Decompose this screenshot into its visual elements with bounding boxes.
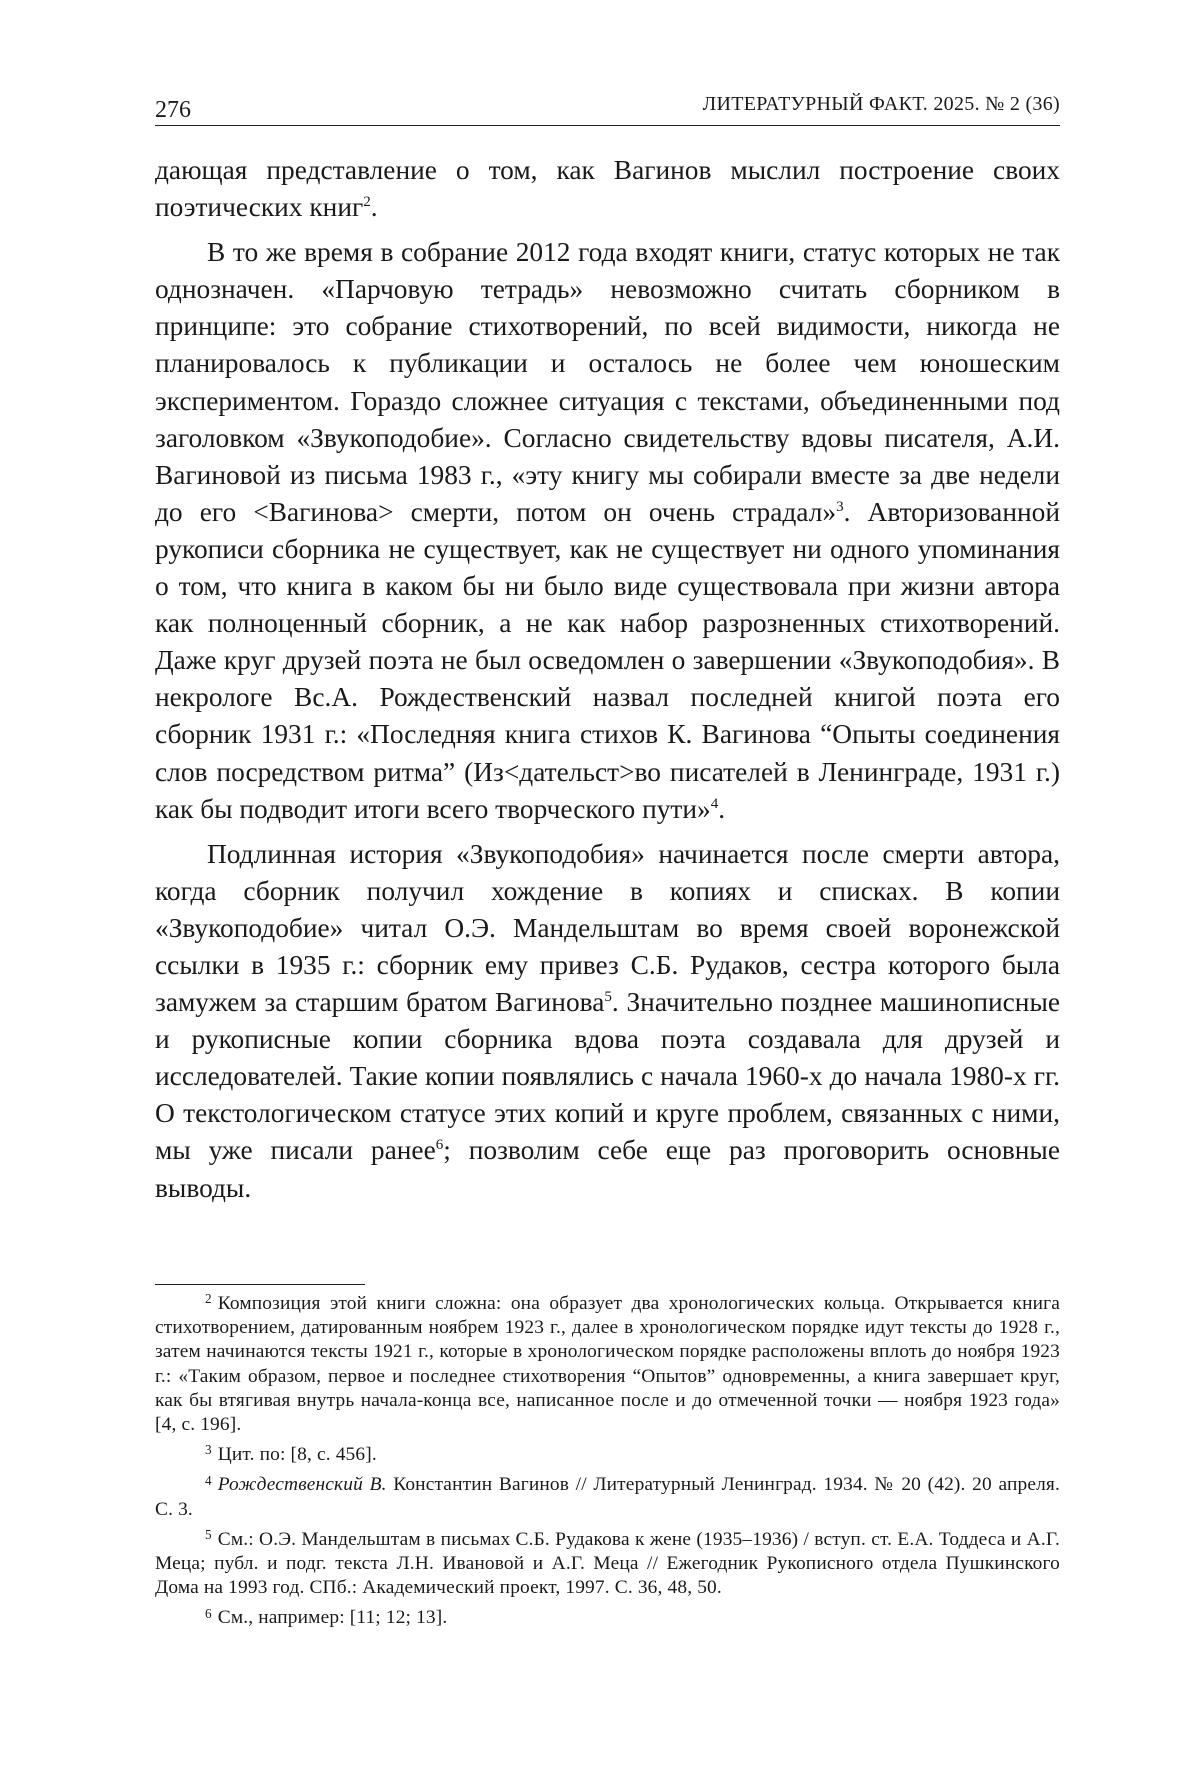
paragraph-3-part-c: ; позволим себе еще раз проговорить основные выводы. [155, 1135, 1060, 1203]
footnote-ref-4[interactable]: 4 [710, 795, 719, 812]
paragraph-2-part-c: . [718, 793, 726, 824]
footnote-number: 4 [205, 1472, 212, 1488]
journal-title: ЛИТЕРАТУРНЫЙ ФАКТ. 2025. № 2 (36) [702, 93, 1060, 115]
footnote-5 [155, 1528, 1060, 1601]
footnote-text: Цит. по: [8, с. 456]. [217, 1444, 377, 1466]
header-rule [155, 125, 1060, 126]
paragraph-1-tail: . [370, 192, 378, 223]
footnote-text: См.: О.Э. Мандельштам в письмах С.Б. Рудакова к жене (1935–1936) / вступ. ст. Е.А. Тоддеса и А.Г. Меца; публ. и подг. текста Л.Н. Ивановой и А.Г. Меца // Ежегодник Рукописного отдела Пушкинского Дома на 1993 год. СПб.: Академический проект, 1997. С. 36, 48, 50. [155, 1528, 1060, 1599]
footnote-text: См., например: [11; 12; 13]. [217, 1607, 448, 1629]
paragraph-1 [155, 152, 1060, 226]
main-text [155, 152, 1060, 1215]
footnote-6 [155, 1606, 1060, 1630]
footnote-number: 2 [205, 1291, 212, 1307]
footnote-ref-3[interactable]: 3 [836, 499, 844, 516]
footnote-ref-6[interactable]: 6 [435, 1137, 444, 1154]
footnote-4 [155, 1473, 1060, 1521]
paragraph-3-part-b: . Значительно позднее машинописные и рукописные копии сборника вдова поэта создавала для друзей и исследователей. Такие копии появлялись с начала 1960-х до начала 1980-х гг. О текстологическом статусе этих копий и круге проблем, связанных с ними, мы уже писали ранее [155, 987, 1061, 1166]
journal-page [155, 80, 1061, 1629]
footnote-author: Рождественский В. [217, 1474, 387, 1496]
paragraph-2 [155, 234, 1060, 828]
paragraph-1-text: дающая представление о том, как Вагинов мыслил построение своих поэтических книг [155, 155, 1060, 223]
footnote-ref-5[interactable]: 5 [604, 989, 612, 1006]
footnote-number: 6 [205, 1605, 212, 1621]
footnote-3 [155, 1443, 1060, 1467]
paragraph-3 [155, 836, 1060, 1207]
paragraph-2-part-a: В то же время в собрание 2012 года входят книги, статус которых не так однозначен. «Парчовую тетрадь» невозможно считать сборником в принципе: это собрание стихотворений, по всей видимости, никогда не планировалось к публикации и осталось не более чем юношеским экспериментом. Гораздо сложнее ситуация с текстами, объединенными под заголовком «Звукоподобие». Согласно свидетельству вдовы писателя, А.И. Вагиновой из письма 1983 г., «эту книгу мы собирали вместе за две недели до его <Вагинова> смерти, потом он очень страдал» [155, 237, 1060, 527]
footnotes [155, 1292, 1060, 1637]
footnote-number: 3 [205, 1442, 212, 1458]
footnote-2 [155, 1292, 1060, 1437]
footnote-number: 5 [205, 1526, 212, 1542]
paragraph-2-part-b: . Авторизованной рукописи сборника не существует, как не существует ни одного упоминания о том, что книга в каком бы ни было виде существовала при жизни автора как полноценный сборник, а не как набор разрозненных стихотворений. Даже круг друзей поэта не был осведомлен о завершении «Звукоподобия». В некрологе Вс.А. Рождественский назвал последней книгой поэта его сборник 1931 г.: «Последняя книга стихов К. Вагинова “Опыты соединения слов посредством ритма” (Из<дательст>во писателей в Ленинграде, 1931 г.) как бы подводит итоги всего творческого пути» [155, 496, 1060, 824]
footnote-ref-2[interactable]: 2 [363, 194, 371, 211]
running-header [155, 80, 1060, 123]
paragraph-3-part-a: Подлинная история «Звукоподобия» начинается после смерти автора, когда сборник получил хождение в копиях и списках. В копии «Звукоподобие» читал О.Э. Мандельштам во время своей воронежской ссылки в 1935 г.: сборник ему привез С.Б. Рудаков, сестра которого была замужем за старшим братом Вагинова [155, 838, 1060, 1018]
footnote-text: Константин Вагинов // Литературный Ленинград. 1934. № 20 (42). 20 апреля. С. 3. [155, 1474, 1060, 1520]
footnote-separator [155, 1284, 365, 1285]
page-number: 276 [155, 97, 191, 123]
footnote-text: Композиция этой книги сложна: она образует два хронологических кольца. Открывается книга стихотворением, датированным ноябрем 1923 г., далее в хронологическом порядке идут тексты до 1928 г., затем начинаются тексты 1921 г., которые в хронологическом порядке расположены вплоть до ноября 1923 г.: «Таким образом, первое и последнее стихотворения “Опытов” одновременны, а книга завершает круг, как бы втягивая внутрь начала-конца все, написанное после и до отмеченной точки — ноября 1923 года» [4, с. 196]. [155, 1293, 1060, 1436]
